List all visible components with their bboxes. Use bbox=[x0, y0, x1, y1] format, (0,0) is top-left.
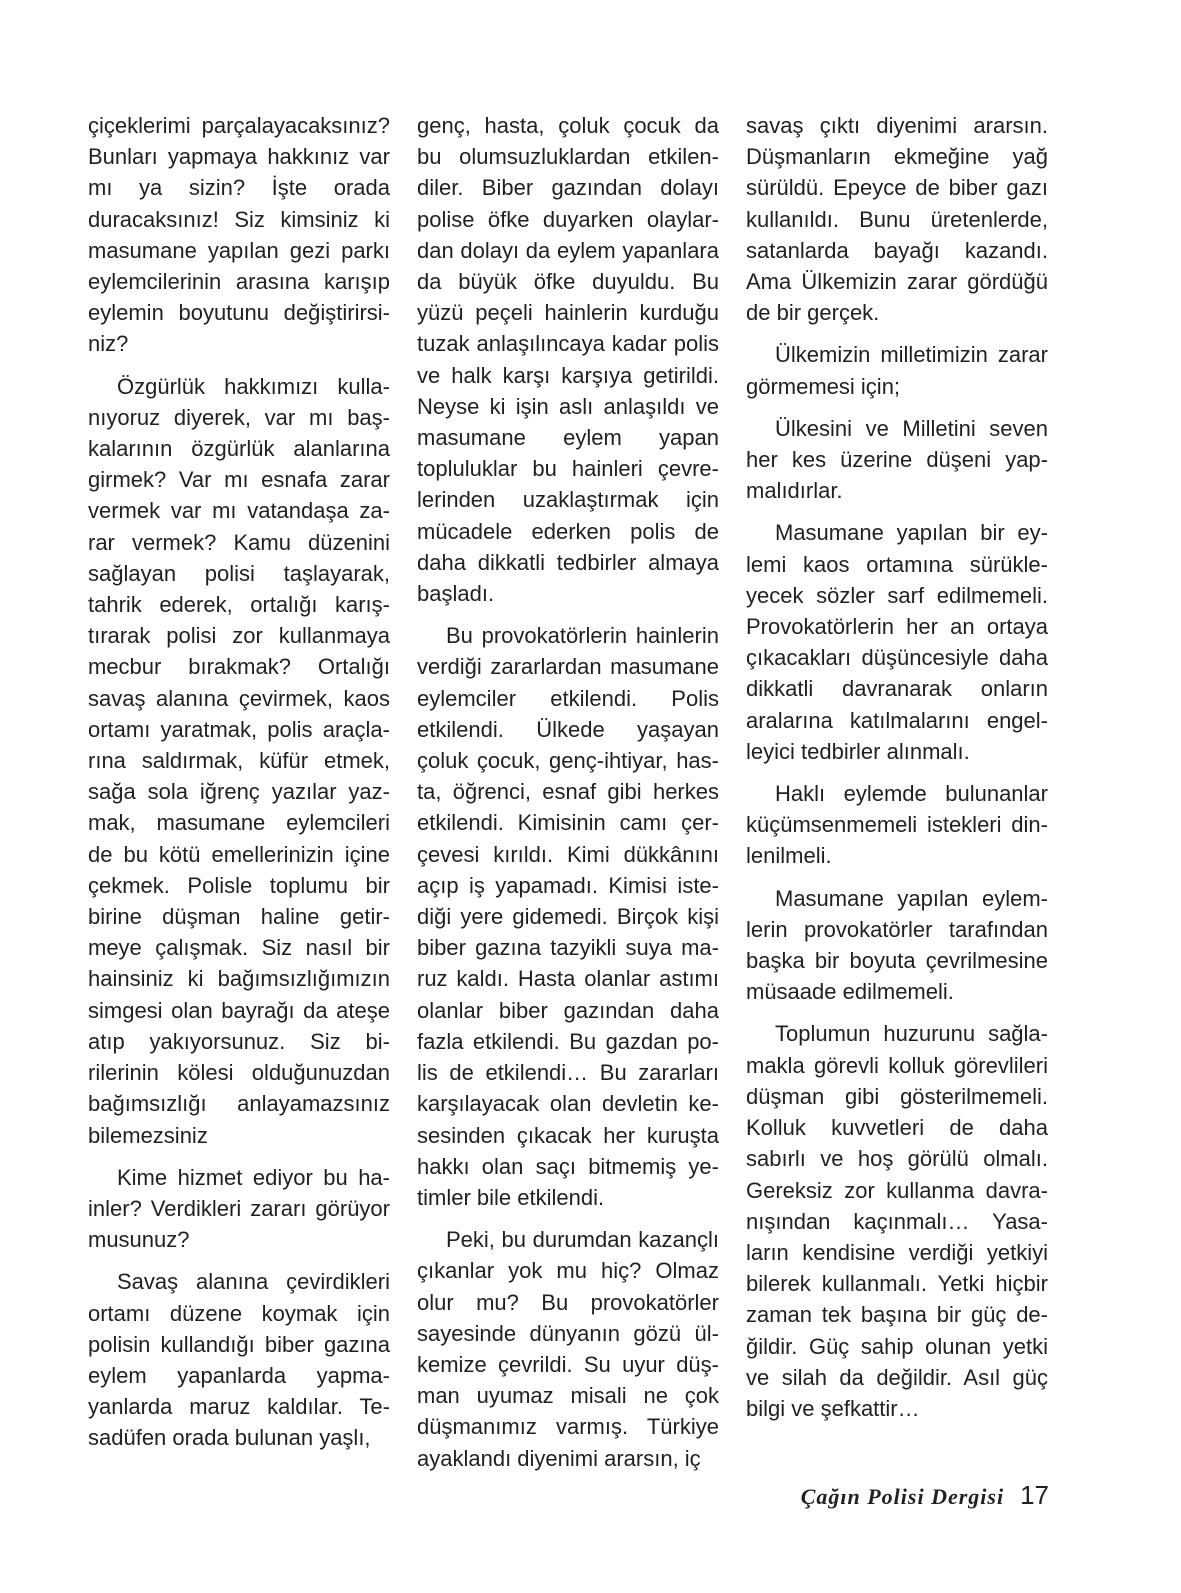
paragraph: savaş çıktı diyenimi ararsın. Düşmanların ekmeğine yağ sürüldü. Epeyce de biber gazı kullanıldı. Bunu üretenlerde, satanlarda bayağı kazandı. Ama Ülkemizin zarar gördüğü de bir gerçek. bbox=[746, 113, 1048, 326]
paragraph: Ülkesini ve Milletini seven her kes üzerine düşeni yapmalıdırlar. bbox=[746, 415, 1048, 504]
paragraph: Haklı eylemde bulunanlar küçümsenmemeli istekleri dinlenilmeli. bbox=[746, 781, 1048, 869]
paragraph: Bu provokatörlerin hainlerin verdiği zararlardan masumane eylemciler etkilendi. Polis etkilendi. Ülkede yaşayan çoluk çocuk, genç-ihtiyar, hasta, öğrenci, esnaf gibi herkes etkilendi. Kimisinin camı çerçevesi kırıldı. Kimi dükkânını açıp iş yapamadı. Kimisi istediği yere gidemedi. Birçok kişi biber gazına tazyikli suya maruz kaldı. Hasta olanlar astımı olanlar biber gazından daha fazla etkilendi. Bu gazdan polis de etkilendi… Bu zararları karşılayacak olan devletin kesesinden çıkacak her kuruşta hakkı olan saçı bitmemiş yetimler bile etkilendi. bbox=[417, 623, 719, 1210]
text-column-1 bbox=[88, 110, 390, 1465]
paragraph: çiçeklerimi parçalayacaksınız? Bunları yapmaya hakkınız var mı ya sizin? İşte orada duracaksınız! Siz kimsiniz ki masumane yapılan gezi parkı eylemcilerinin arasına karışıp eylemin boyutunu değiştirirsiniz? bbox=[88, 113, 390, 357]
paragraph: Özgürlük hakkımızı kullanıyoruz diyerek, var mı başkalarının özgürlük alanlarına girmek? Var mı esnafa zarar vermek var mı vatandaşa zarar vermek? Kamu düzenini sağlayan polisi taşlayarak, tahrik ederek, ortalığı karıştırarak polisi zor kullanmaya mecbur bırakmak? Ortalığı savaş alanına çevirmek, kaos ortamı yaratmak, polis araçlarına saldırmak, küfür etmek, sağa sola iğrenç yazılar yazmak, masumane eylemcileri de bu kötü emellerinizin içine çekmek. Polisle toplumu bir birine düşman haline getirmeye çalışmak. Siz nasıl bir hainsiniz ki bağımsızlığımızın simgesi olan bayrağı da ateşe atıp yakıyorsunuz. Siz birilerinin kölesi olduğunuzdan bağımsızlığı anlayamazsınız bilemezsiniz bbox=[88, 373, 390, 1148]
paragraph: genç, hasta, çoluk çocuk da bu olumsuzluklardan etkilendiler. Biber gazından dolayı polise öfke duyarken olaylardan dolayı da eylem yapanlara da büyük öfke duyuldu. Bu yüzü peçeli hainlerin kurduğu tuzak anlaşılıncaya kadar polis ve halk karşı karşıya getirildi. Neyse ki işin aslı anlaşıldı ve masumane eylem yapan topluluklar bu hainleri çevrelerinden uzaklaştırmak için mücadele ederken polis de daha dikkatli tedbirler almaya başladı. bbox=[417, 113, 719, 607]
paragraph: Peki, bu durumdan kazançlı çıkanlar yok mu hiç? Olmaz olur mu? Bu provokatörler sayesinde dünyanın gözü ülkemize çevrildi. Su uyur düşman uyumaz misali ne çok düşmanımız varmış. Türkiye ayaklandı diyenimi ararsın, iç bbox=[417, 1227, 719, 1471]
paragraph: Ülkemizin milletimizin zarar görmemesi için; bbox=[746, 342, 1048, 399]
page-number: 17 bbox=[1020, 1480, 1049, 1510]
text-column-2 bbox=[417, 110, 719, 1485]
magazine-name: Çağın Polisi Dergisi bbox=[800, 1484, 1005, 1509]
paragraph: Masumane yapılan eylemlerin provokatörler tarafından başka bir boyuta çevrilmesine müsaade edilmemeli. bbox=[746, 885, 1048, 1005]
page-footer bbox=[801, 1480, 1049, 1511]
text-column-3 bbox=[746, 110, 1048, 1435]
paragraph: Masumane yapılan bir eylemi kaos ortamına sürükleyecek sözler sarf edilmemeli. Provokatörlerin her an ortaya çıkacakları düşüncesiyle daha dikkatli davranarak onların aralarına katılmalarını engelleyici tedbirler alınmalı. bbox=[746, 520, 1048, 764]
paragraph: Savaş alanına çevirdikleri ortamı düzene koymak için polisin kullandığı biber gazına eylem yapanlarda yapmayanlarda maruz kaldılar. Tesadüfen orada bulunan yaşlı, bbox=[88, 1269, 390, 1451]
paragraph: Kime hizmet ediyor bu hainler? Verdikleri zararı görüyor musunuz? bbox=[88, 1164, 390, 1253]
paragraph: Toplumun huzurunu sağlamakla görevli kolluk görevlileri düşman gibi gösterilmemeli. Kolluk kuvvetleri de daha sabırlı ve hoş görülü olmalı. Gereksiz zor kullanma davranışından kaçınmalı… Yasaların kendisine verdiği yetkiyi bilerek kullanmalı. Yetki hiçbir zaman tek başına bir güç değildir. Güç sahip olunan yetki ve silah da değildir. Asıl güç bilgi ve şefkattir… bbox=[746, 1021, 1048, 1421]
